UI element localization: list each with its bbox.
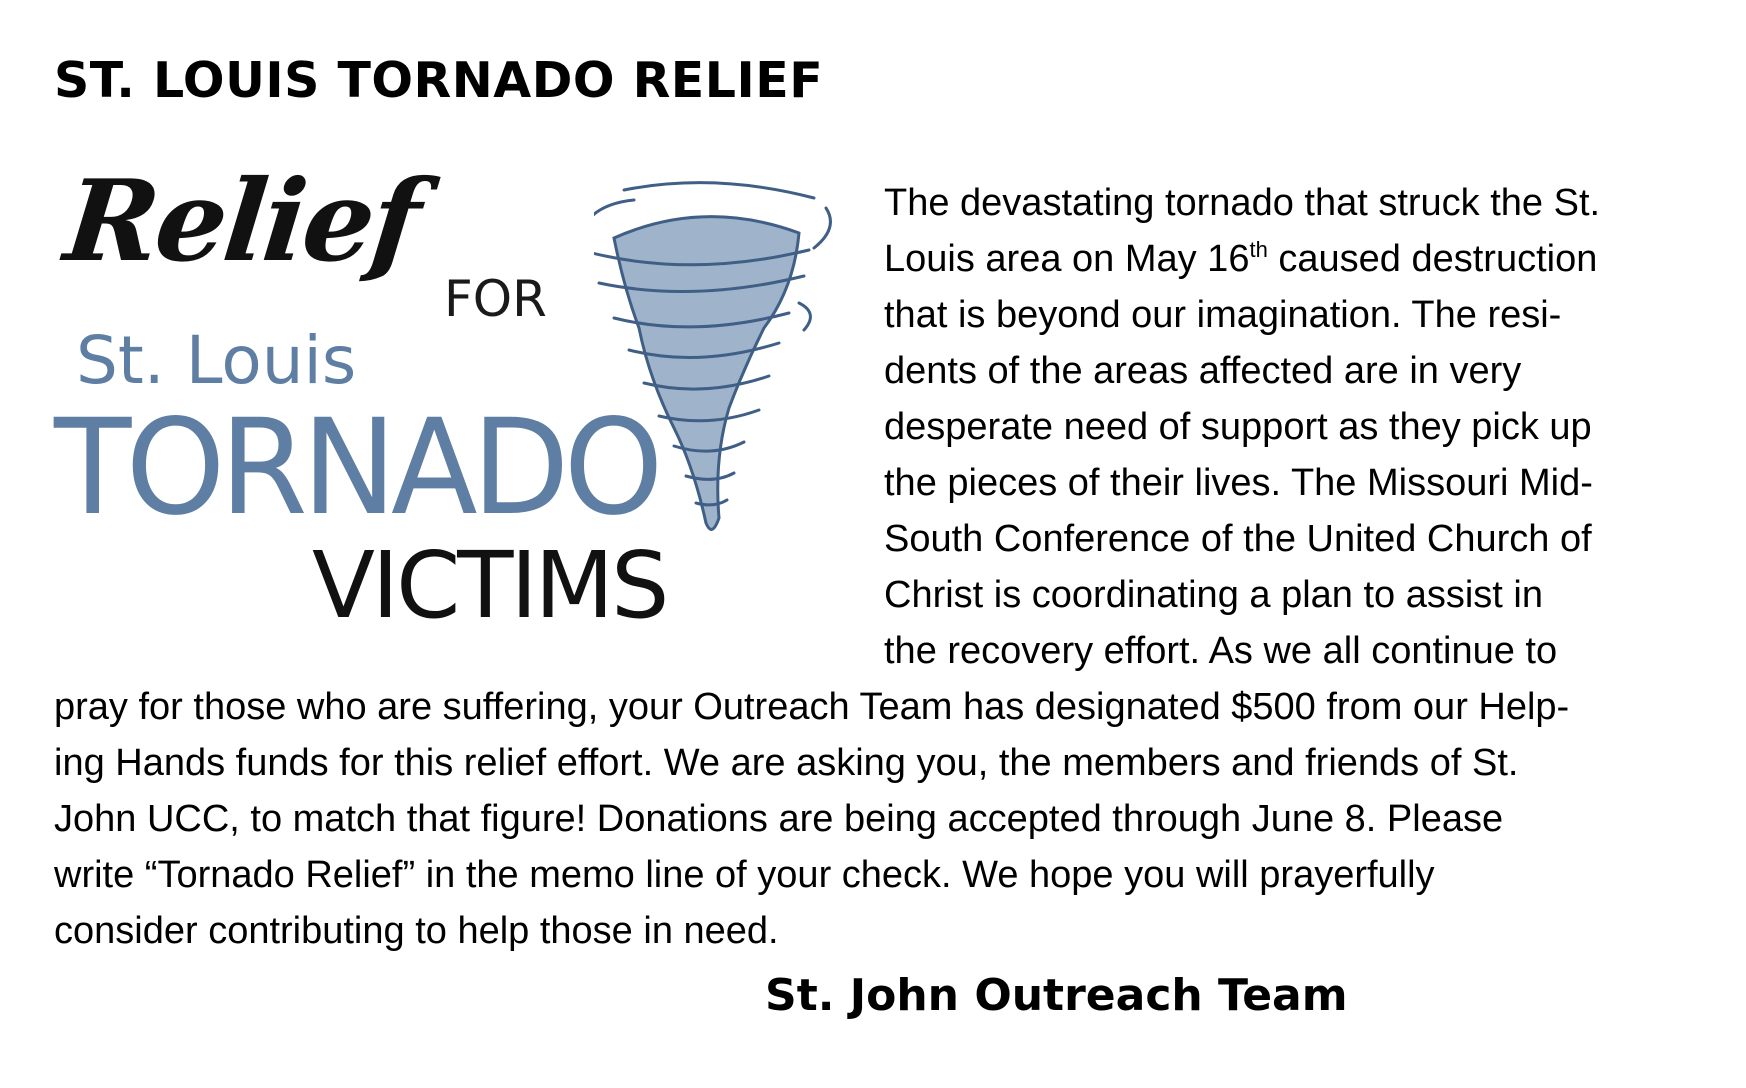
- article-body: [54, 175, 1706, 959]
- body-line: The devastating tornado that struck the St.: [884, 182, 1601, 224]
- logo-for-text: FOR: [444, 270, 547, 328]
- logo-tornado-text: TORNADO: [54, 391, 658, 545]
- body-line: write “Tornado Relief” in the memo line of your check. We hope you will prayerfully: [54, 854, 1435, 896]
- body-line-part: caused destruction: [1267, 238, 1598, 280]
- body-line: dents of the areas affected are in very: [884, 350, 1522, 392]
- body-line: the recovery effort. As we all continue to: [884, 630, 1558, 672]
- body-line: consider contributing to help those in need.: [54, 910, 779, 952]
- body-line: Christ is coordinating a plan to assist in: [884, 574, 1543, 616]
- signature: St. John Outreach Team: [765, 970, 1348, 1021]
- logo-victims-text: VICTIMS: [312, 532, 667, 639]
- logo-relief-text: Relief: [59, 156, 424, 287]
- body-line: ing Hands funds for this relief effort. We are asking you, the members and friends of St.: [54, 742, 1519, 784]
- body-line: John UCC, to match that figure! Donations are being accepted through June 8. Please: [54, 798, 1504, 840]
- body-line: South Conference of the United Church of: [884, 518, 1592, 560]
- logo-st-louis-text: St. Louis: [76, 322, 357, 399]
- body-line-part: Louis area on May 16: [884, 238, 1250, 280]
- body-line: the pieces of their lives. The Missouri Mid-: [884, 462, 1593, 504]
- body-line: pray for those who are suffering, your Outreach Team has designated $500 from our Help-: [54, 686, 1570, 728]
- body-line: that is beyond our imagination. The resi-: [884, 294, 1562, 336]
- superscript-th: th: [1249, 237, 1268, 262]
- body-line: [54, 231, 1706, 287]
- body-line: desperate need of support as they pick up: [884, 406, 1592, 448]
- page-title: ST. LOUIS TORNADO RELIEF: [54, 52, 824, 109]
